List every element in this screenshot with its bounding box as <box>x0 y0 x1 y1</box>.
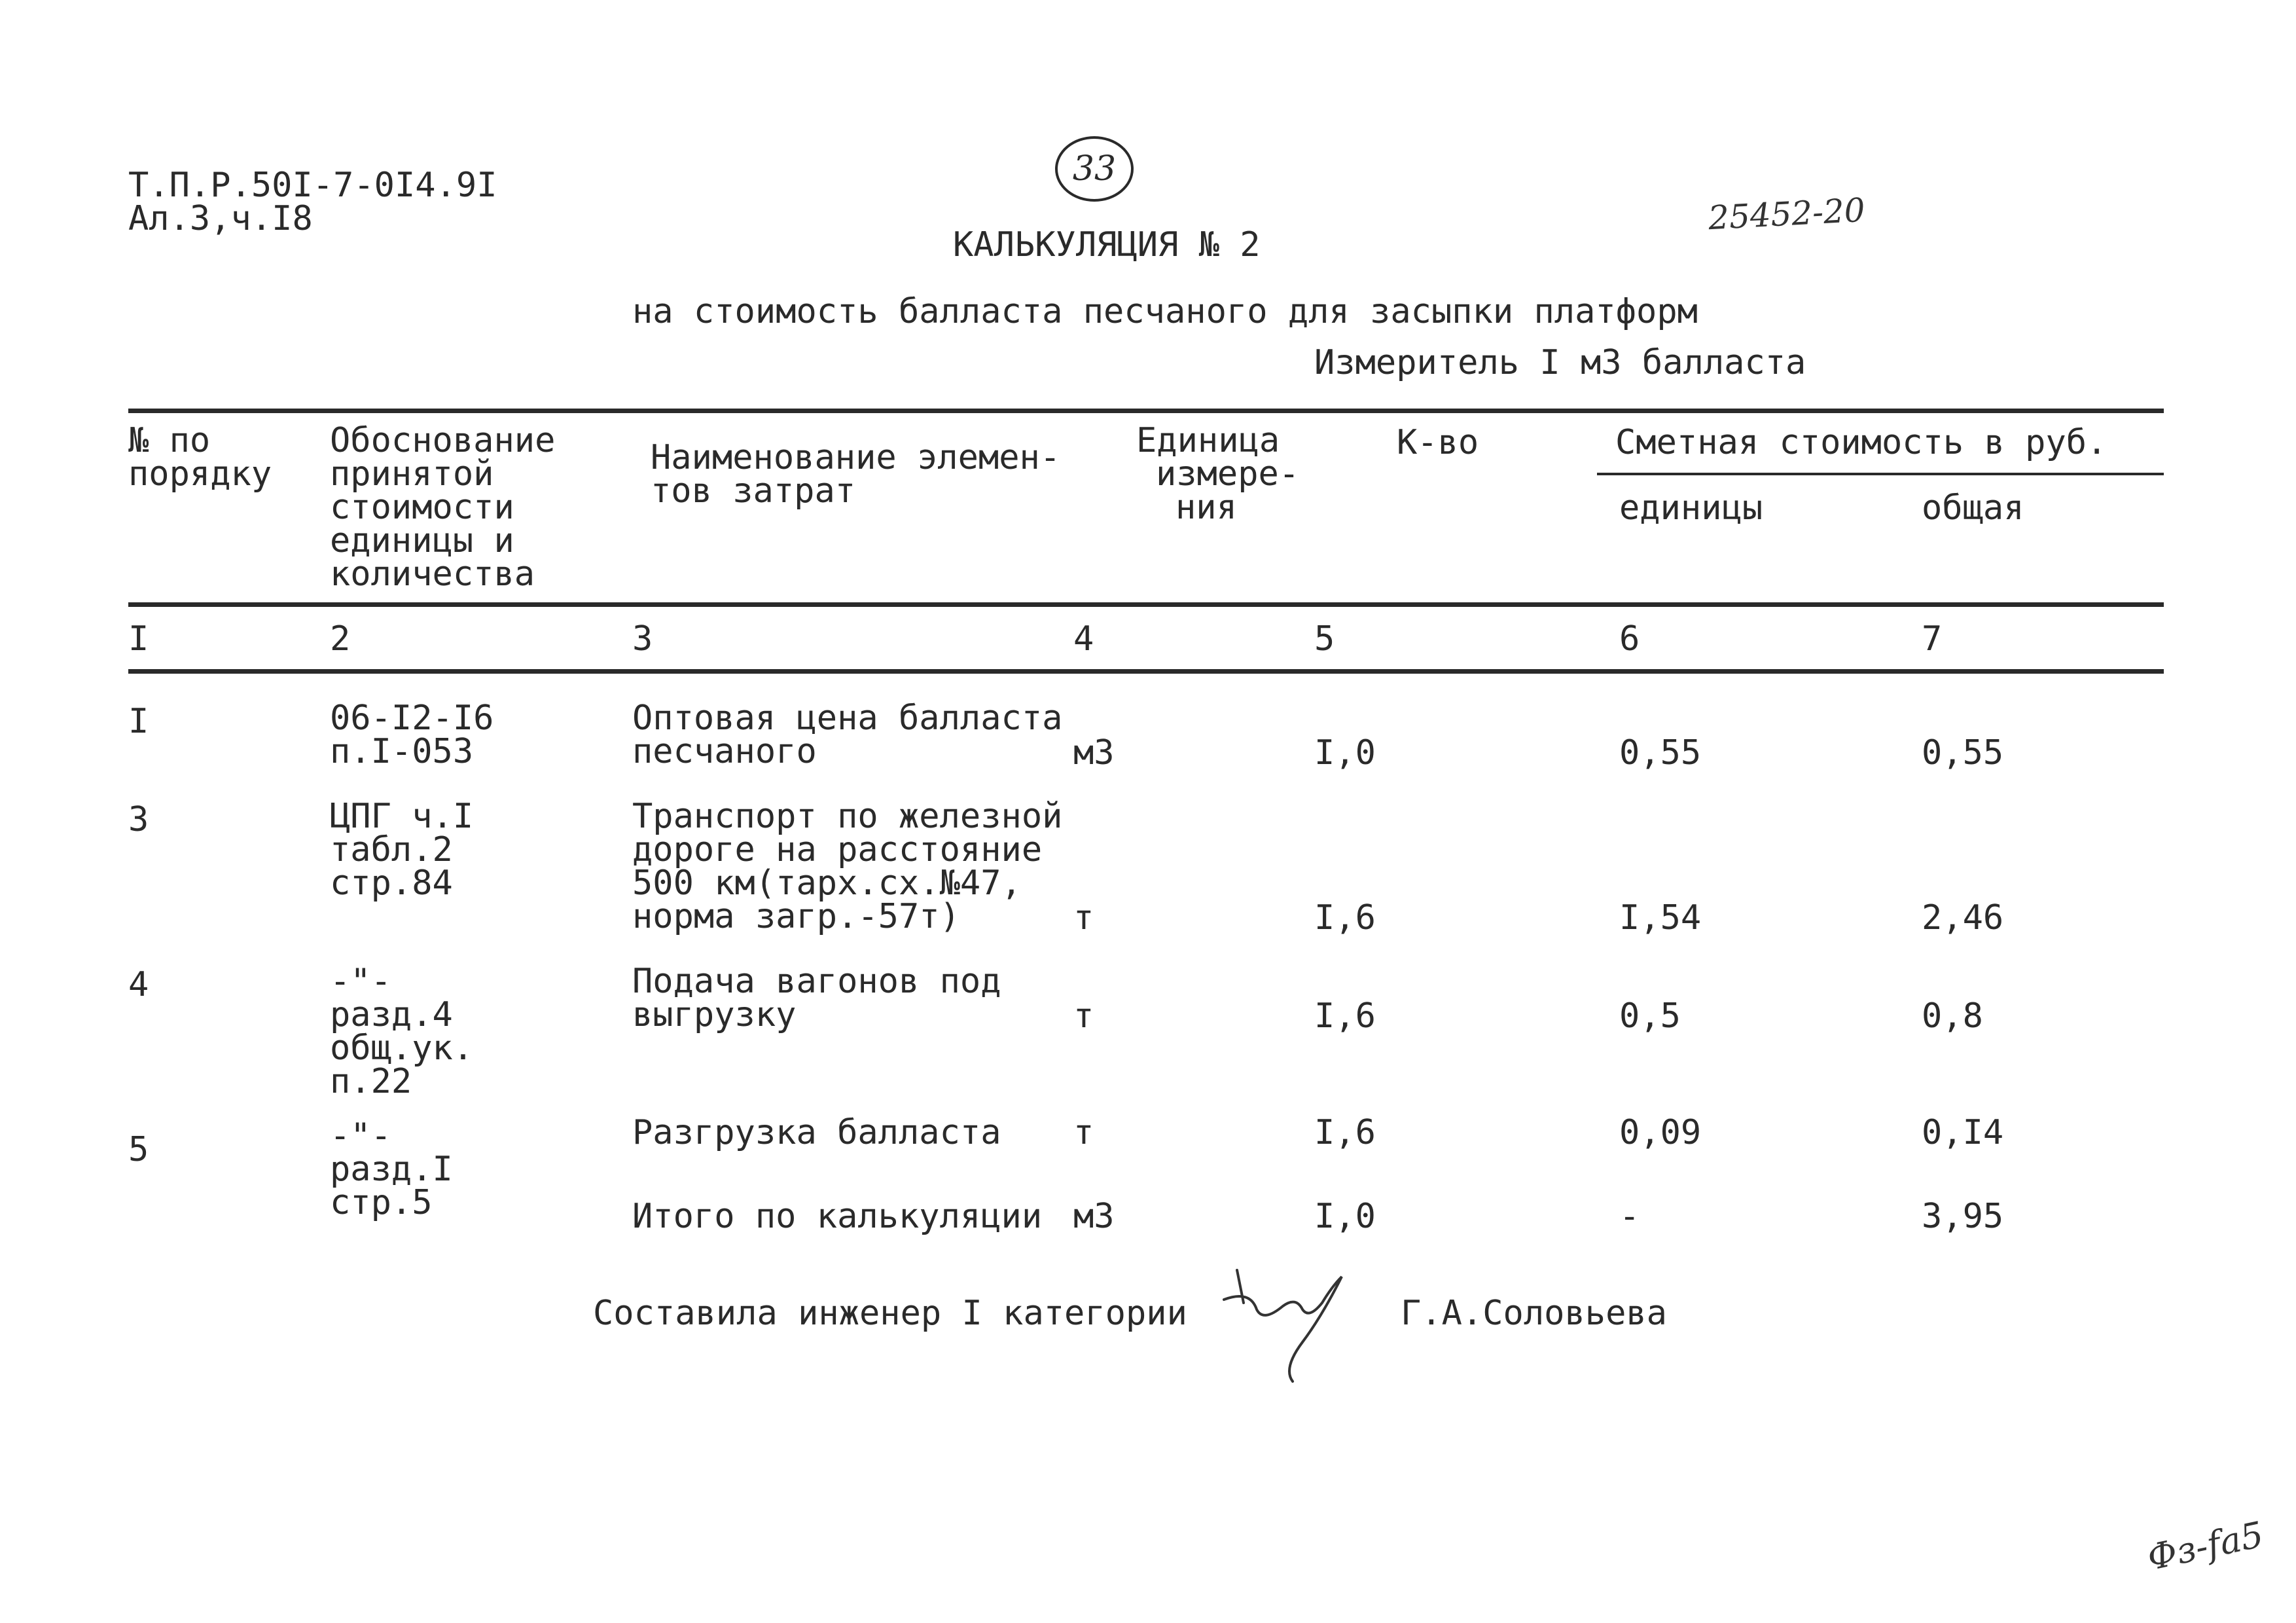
row-2-total: 2,46 <box>1922 898 2004 938</box>
meter-label: Измеритель I м3 балласта <box>1314 343 1806 382</box>
total-row-name: Итого по калькуляции <box>632 1197 1043 1236</box>
row-4-basis: -"- разд.I стр.5 <box>330 1116 453 1222</box>
row-2-num: 3 <box>128 800 149 839</box>
column-number: 4 <box>1073 619 1094 659</box>
row-3-unit-cost: 0,5 <box>1619 996 1681 1036</box>
header-num: № по порядку <box>128 421 272 494</box>
row-4-total: 0,I4 <box>1922 1113 2004 1152</box>
composed-by-label: Составила инженер I категории <box>593 1294 1187 1333</box>
row-1-unit-cost: 0,55 <box>1619 733 1702 773</box>
row-3-unit: т <box>1073 996 1094 1036</box>
row-3-num: 4 <box>128 965 149 1004</box>
row-4-qty: I,6 <box>1314 1113 1376 1152</box>
total-row-total: 3,95 <box>1922 1197 2004 1236</box>
column-number: 5 <box>1314 619 1335 659</box>
row-4-num: 5 <box>128 1130 149 1169</box>
row-3-total: 0,8 <box>1922 996 1983 1036</box>
row-1-num: I <box>128 702 149 741</box>
header-unit: Единица измере- ния <box>1136 421 1300 527</box>
row-4-name: Разгрузка балласта <box>632 1113 1001 1152</box>
signature <box>1211 1257 1368 1388</box>
page-number-stamp <box>1055 136 1134 202</box>
header-cost: Сметная стоимость в руб. <box>1615 423 2108 462</box>
document-title: КАЛЬКУЛЯЦИЯ № 2 <box>953 225 1261 264</box>
row-1-basis: 06-I2-I6 п.I-053 <box>330 699 494 771</box>
row-1-total: 0,55 <box>1922 733 2004 773</box>
total-row-unit: м3 <box>1073 1197 1115 1236</box>
row-2-name: Транспорт по железной дороге на расстояние 500 км(тарх.сх.№47, норма загр.-57т) <box>632 797 1063 936</box>
column-number: 6 <box>1619 619 1640 659</box>
row-4-unit: т <box>1073 1113 1094 1152</box>
document-code <box>128 166 497 238</box>
row-2-qty: I,6 <box>1314 898 1376 938</box>
header-cost-total: общая <box>1922 488 2024 528</box>
row-1-unit: м3 <box>1073 733 1115 773</box>
row-2-unit: т <box>1073 898 1094 938</box>
doc-section-line: Ал.3,ч.I8 <box>128 199 313 238</box>
row-3-basis: -"- разд.4 общ.ук. п.22 <box>330 962 474 1101</box>
header-qty: К-во <box>1397 423 1479 462</box>
header-name: Наименование элемен- тов затрат <box>651 438 1061 511</box>
row-2-basis: ЦПГ ч.I табл.2 стр.84 <box>330 797 474 903</box>
total-row-unit-cost: - <box>1619 1197 1640 1236</box>
page-number: 33 <box>1072 149 1117 189</box>
handwritten-number: 25452-20 <box>1707 191 1866 238</box>
doc-code-line: Т.П.Р.50I-7-0I4.9I <box>128 166 497 205</box>
row-4-unit-cost: 0,09 <box>1619 1113 1702 1152</box>
document-subtitle: на стоимость балласта песчаного для засыпки платформ <box>632 292 1698 331</box>
row-1-name: Оптовая цена балласта песчаного <box>632 699 1063 771</box>
column-number: 2 <box>330 619 351 659</box>
cost-header-rule <box>1597 473 2164 475</box>
column-numbers-rule <box>128 669 2164 674</box>
table-top-rule <box>128 409 2164 413</box>
header-bottom-rule <box>128 602 2164 607</box>
header-cost-unit: единицы <box>1619 488 1763 528</box>
author-name: Г.А.Соловьева <box>1401 1294 1667 1333</box>
row-1-qty: I,0 <box>1314 733 1376 773</box>
corner-note: Фз-fa5 <box>2144 1514 2267 1578</box>
row-3-name: Подача вагонов под выгрузку <box>632 962 1001 1034</box>
row-2-unit-cost: I,54 <box>1619 898 1702 938</box>
total-row-qty: I,0 <box>1314 1197 1376 1236</box>
row-3-qty: I,6 <box>1314 996 1376 1036</box>
column-number: 3 <box>632 619 653 659</box>
column-number: I <box>128 619 149 659</box>
column-number: 7 <box>1922 619 1943 659</box>
header-basis: Обоснование принятой стоимости единицы и количества <box>330 421 556 594</box>
